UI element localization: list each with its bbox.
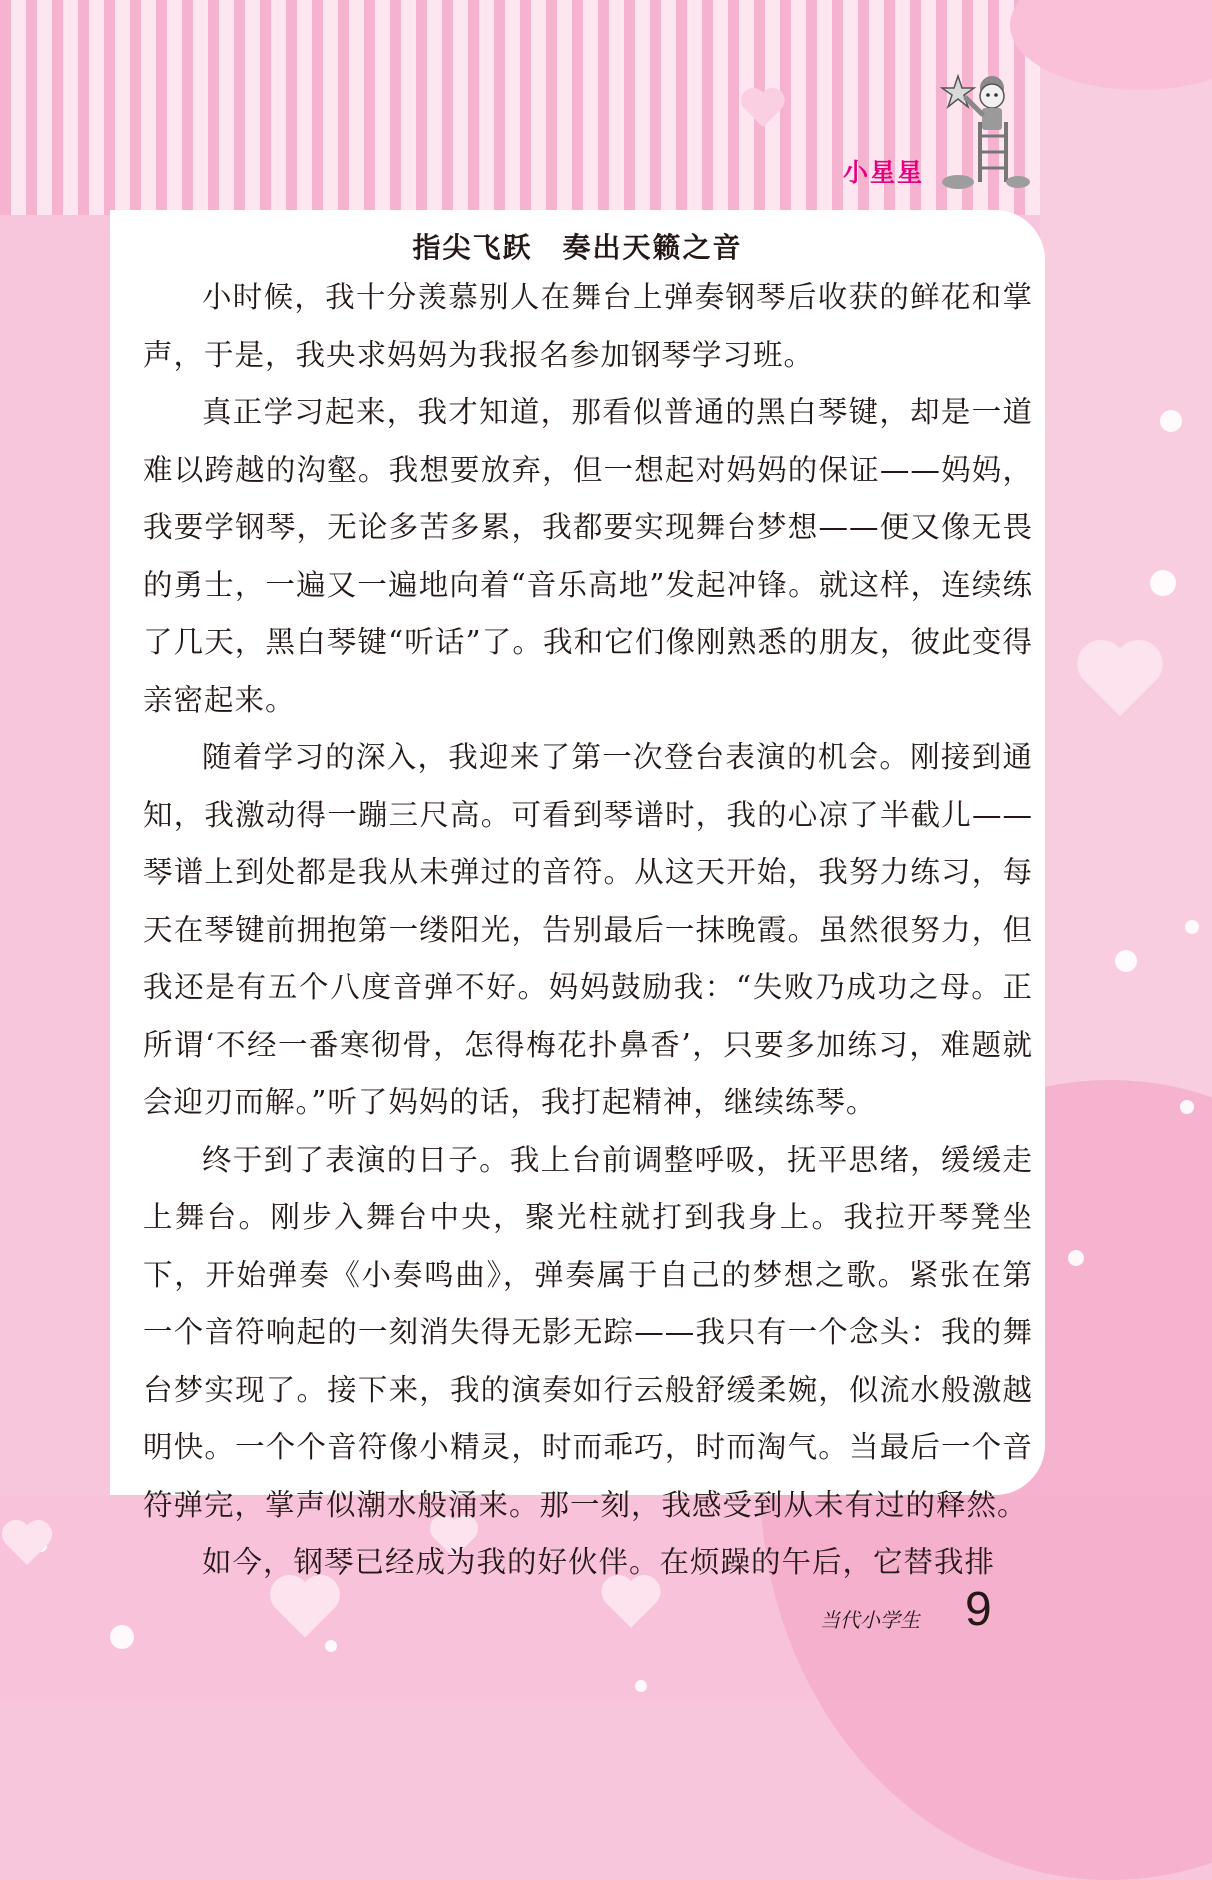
decorative-dot bbox=[325, 1640, 337, 1652]
decorative-dot bbox=[1180, 1100, 1194, 1114]
page-number: 9 bbox=[965, 1583, 992, 1636]
paragraph: 小时候，我十分羡慕别人在舞台上弹奏钢琴后收获的鲜花和掌声，于是，我央求妈妈为我报名参加钢琴学习班。 bbox=[143, 280, 1033, 372]
decorative-dot bbox=[1150, 570, 1176, 596]
paragraph: 真正学习起来，我才知道，那看似普通的黑白琴键，却是一道难以跨越的沟壑。我想要放弃，但一想起对妈妈的保证——妈妈，我要学钢琴，无论多苦多累，我都要实现舞台梦想——便又像无畏的勇士，一遍又一遍地向着“音乐高地”发起冲锋。就这样，连续练了几天，黑白琴键“听话”了。我和它们像刚熟悉的朋友，彼此变得亲密起来。 bbox=[143, 395, 1033, 717]
decorative-dot bbox=[1185, 920, 1199, 934]
heart-icon bbox=[740, 88, 786, 128]
paragraph: 终于到了表演的日子。我上台前调整呼吸，抚平思绪，缓缓走上舞台。刚步入舞台中央，聚光柱就打到我身上。我拉开琴凳坐下，开始弹奏《小奏鸣曲》，弹奏属于自己的梦想之歌。紧张在第一个音符响起的一刻消失得无影无踪——我只有一个念头：我的舞台梦实现了。接下来，我的演奏如行云般舒缓柔婉，似流水般激越明快。一个个音符像小精灵，时而乖巧，时而淘气。当最后一个音符弹完，掌声似潮水般涌来。那一刻，我感受到从未有过的释然。 bbox=[143, 1142, 1033, 1522]
decorative-dot bbox=[110, 1625, 134, 1649]
column-brand: 小星星 bbox=[843, 158, 925, 187]
paragraph: 随着学习的深入，我迎来了第一次登台表演的机会。刚接到通知，我激动得一蹦三尺高。可看到琴谱时，我的心凉了半截儿——琴谱上到处都是我从未弹过的音符。从这天开始，我努力练习，每天在琴键前拥抱第一缕阳光，告别最后一抹晚霞。虽然很努力，但我还是有五个八度音弹不好。妈妈鼓励我：“失败乃成功之母。正所谓‘不经一番寒彻骨，怎得梅花扑鼻香’，只要多加练习，难题就会迎刃而解。”听了妈妈的话，我打起精神，继续练琴。 bbox=[143, 740, 1033, 1119]
decorative-dot bbox=[1160, 410, 1182, 432]
heart-icon bbox=[0, 1520, 54, 1566]
decorative-dot bbox=[635, 1680, 647, 1692]
magazine-name: 当代小学生 bbox=[820, 1608, 920, 1632]
decorative-dot bbox=[1115, 950, 1137, 972]
boy-on-ladder-icon bbox=[940, 70, 1030, 190]
decorative-dot bbox=[1068, 1250, 1084, 1266]
article-title: 指尖飞跃 奏出天籁之音 bbox=[412, 231, 743, 264]
article-body bbox=[143, 269, 1033, 1592]
heart-icon bbox=[1075, 640, 1165, 718]
paragraph: 如今，钢琴已经成为我的好伙伴。在烦躁的午后，它替我排 bbox=[202, 1545, 996, 1579]
